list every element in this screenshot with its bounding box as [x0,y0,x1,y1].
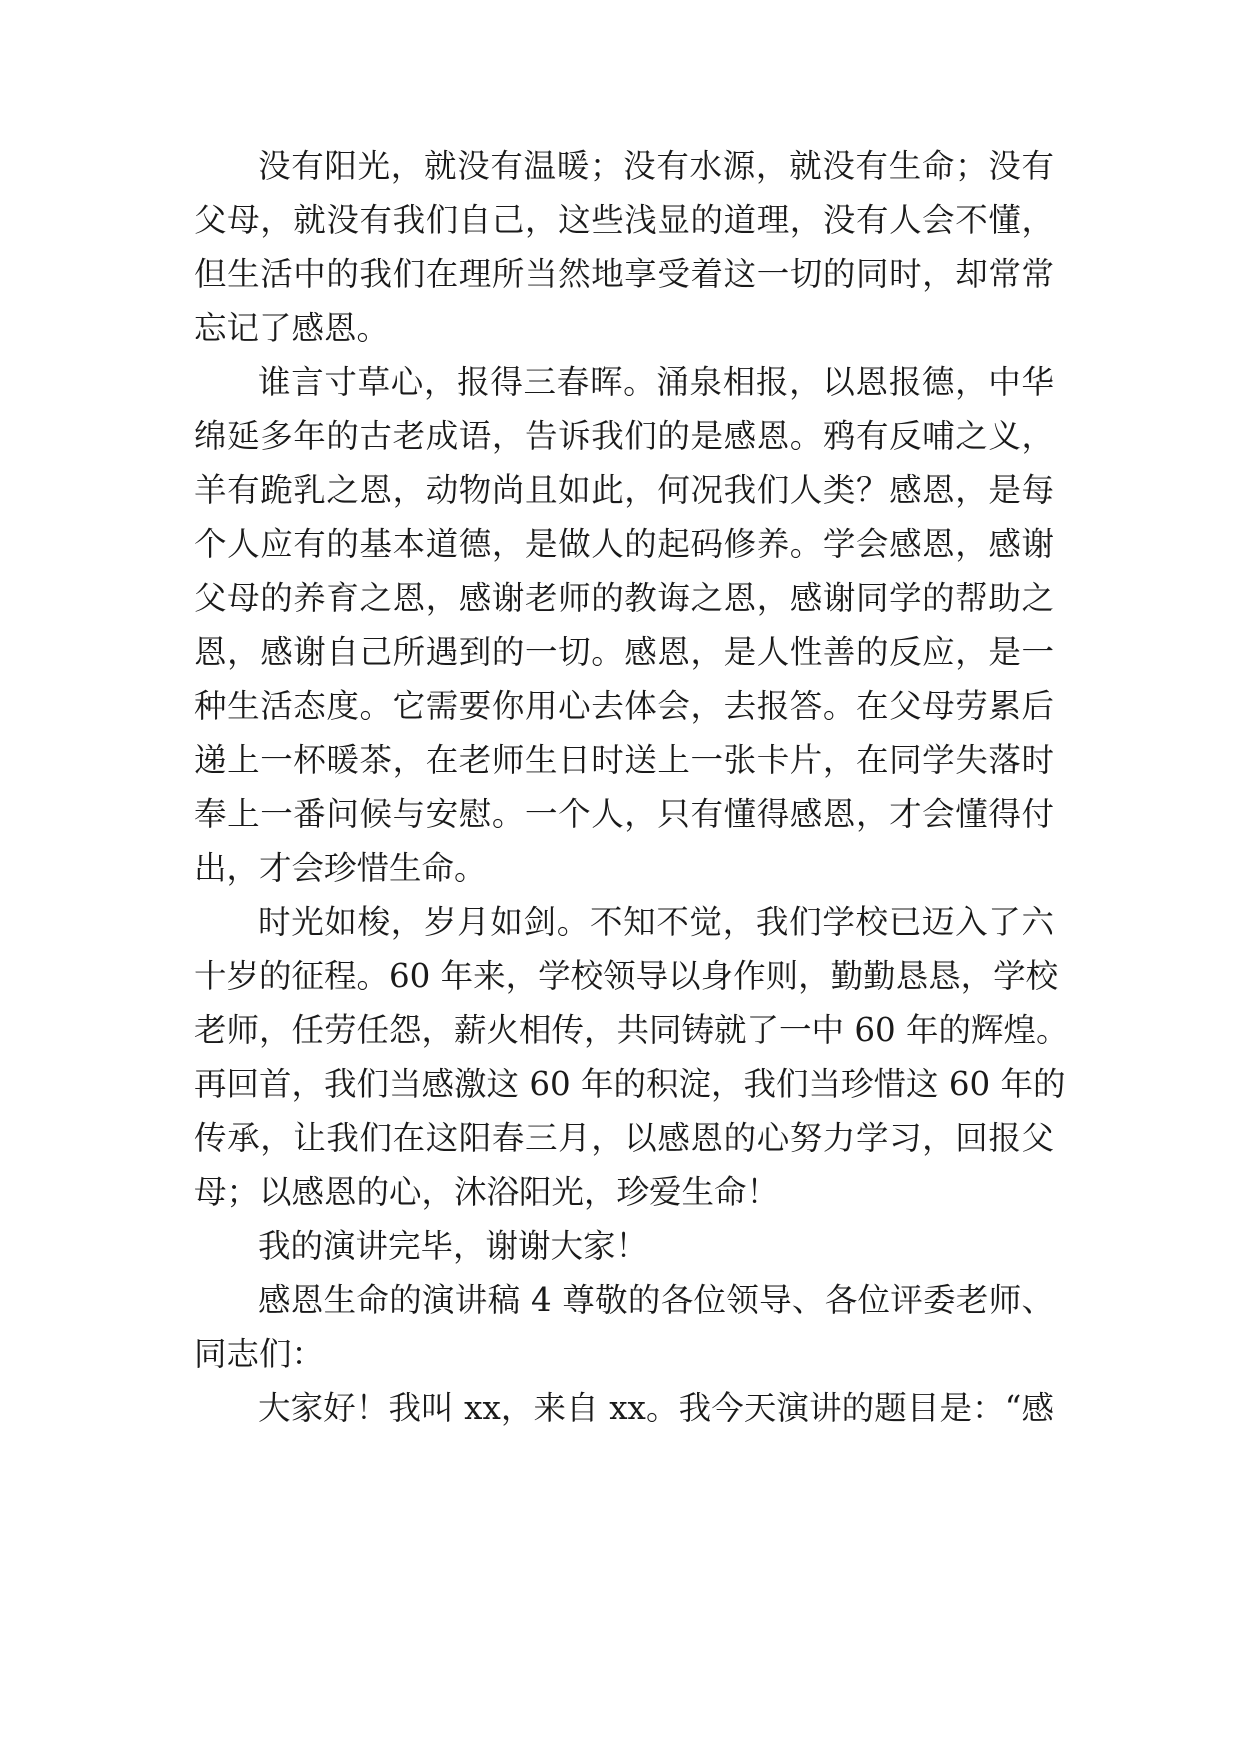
paragraph-1-line-3: 但生活中的我们在理所当然地享受着这一切的同时，却常常 [194,255,1054,293]
paragraph-5-line-2: 同志们： [194,1335,325,1373]
paragraph-3-line-2: 十岁的征程。60 年来，学校领导以身作则，勤勤恳恳，学校 [194,957,1059,995]
paragraph-2-line-6: 恩，感谢自己所遇到的一切。感恩，是人性善的反应，是一 [194,633,1054,671]
paragraph-2-line-10: 出，才会珍惜生命。 [194,849,487,887]
paragraph-2-line-1: 谁言寸草心，报得三春晖。涌泉相报，以恩报德，中华 [258,363,1054,401]
paragraph-1-line-4: 忘记了感恩。 [194,309,390,347]
paragraph-2-line-3: 羊有跪乳之恩，动物尚且如此，何况我们人类？感恩，是每 [194,471,1054,509]
paragraph-3-line-4: 再回首，我们当感激这 60 年的积淀，我们当珍惜这 60 年的 [194,1065,1066,1103]
paragraph-1-line-1: 没有阳光，就没有温暖；没有水源，就没有生命；没有 [258,147,1054,185]
paragraph-6-line-1: 大家好！我叫 xx，来自 xx。我今天演讲的题目是：“感 [258,1389,1054,1427]
paragraph-3-line-6: 母；以感恩的心，沐浴阳光，珍爱生命！ [194,1173,780,1211]
paragraph-3-line-1: 时光如梭，岁月如剑。不知不觉，我们学校已迈入了六 [258,903,1054,941]
paragraph-2-line-4: 个人应有的基本道德，是做人的起码修养。学会感恩，感谢 [194,525,1054,563]
paragraph-5-line-1: 感恩生命的演讲稿 4 尊敬的各位领导、各位评委老师、 [258,1281,1054,1319]
paragraph-3-line-3: 老师，任劳任怨，薪火相传，共同铸就了一中 60 年的辉煌。 [194,1011,1069,1049]
paragraph-4-line-1: 我的演讲完毕，谢谢大家！ [258,1227,649,1265]
paragraph-2-line-8: 递上一杯暖茶，在老师生日时送上一张卡片，在同学失落时 [194,741,1054,779]
paragraph-2-line-2: 绵延多年的古老成语，告诉我们的是感恩。鸦有反哺之义， [194,417,1054,455]
paragraph-2-line-9: 奉上一番问候与安慰。一个人，只有懂得感恩，才会懂得付 [194,795,1054,833]
paragraph-2-line-7: 种生活态度。它需要你用心去体会，去报答。在父母劳累后 [194,687,1054,725]
paragraph-2-line-5: 父母的养育之恩，感谢老师的教诲之恩，感谢同学的帮助之 [194,579,1054,617]
paragraph-1-line-2: 父母，就没有我们自己，这些浅显的道理，没有人会不懂， [194,201,1054,239]
paragraph-3-line-5: 传承，让我们在这阳春三月，以感恩的心努力学习，回报父 [194,1119,1054,1157]
